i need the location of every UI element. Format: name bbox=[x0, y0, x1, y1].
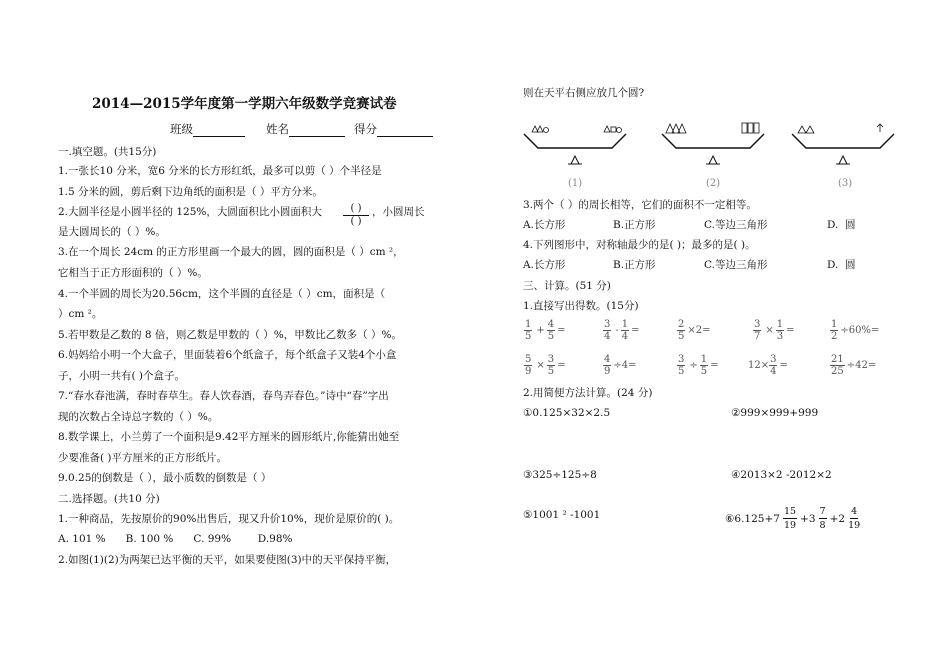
name-field: 姓名 bbox=[266, 121, 345, 137]
balance-scale-3 bbox=[788, 120, 898, 170]
calc-item-r2-3: $\frac{3}{5}$ ÷ $\frac{1}{5}$ = bbox=[678, 354, 719, 377]
question-line: 则在天平右侧应放几个圆? bbox=[523, 87, 645, 99]
calc-problem-6: ⑥6.125+7 15 19 +3 7 8 +2 4 19 bbox=[725, 506, 861, 531]
option-d: D. 圆 bbox=[827, 219, 856, 231]
calc-problem-2: ②999×999+999 bbox=[731, 407, 819, 419]
question-line: 现的次数占全诗总字数的（ ）%。 bbox=[58, 411, 219, 423]
class-field: 班级 bbox=[170, 121, 245, 137]
question-line: 3.在一个周长 24cm 的正方形里画一个最大的圆，圆的面积是（ ）cm ²， bbox=[58, 246, 404, 258]
score-field: 得分 bbox=[354, 121, 433, 137]
question-line: 2.如图(1)(2)为两架已达平衡的天平，如果要使图(3)中的天平保持平衡， bbox=[58, 554, 397, 566]
choice-options: A. 101 % B. 100 % C. 99% D.98% bbox=[58, 533, 293, 545]
figure-caption: (3) bbox=[838, 178, 853, 189]
figure-caption: (1) bbox=[568, 178, 583, 189]
calc-problem-4: ④2013×2 -2012×2 bbox=[731, 469, 832, 481]
question-line: 3.两个（ ）的周长相等，它们的面积不一定相等。 bbox=[523, 199, 757, 211]
question-line: 4.一个半圆的周长为20.56cm，这个半圆的直径是（ ）cm，面积是（ bbox=[58, 288, 386, 300]
sub-heading: 1.直接写出得数。(15分) bbox=[523, 300, 639, 312]
calc-item-r2-4: 12× $\frac{3}{4}$ = bbox=[748, 354, 788, 377]
section-heading-fill: 一.填空题。(共15分) bbox=[58, 146, 157, 158]
calc-item-r1-1: 1 5 + $\frac{4}{5}$ = bbox=[525, 319, 566, 342]
question-line: 1.一张长10 分米，宽6 分米的长方形红纸，最多可以剪（ ）个半径是 bbox=[58, 165, 382, 177]
calc-problem-5: ⑤1001 ² -1001 bbox=[523, 509, 601, 521]
option-a: A.长方形 bbox=[523, 219, 566, 231]
option-b: B.正方形 bbox=[613, 219, 656, 231]
balance-scale-1 bbox=[520, 120, 630, 170]
question-line: 5.若甲数是乙数的 8 倍，则乙数是甲数的（ ）%，甲数比乙数多（ ）%。 bbox=[58, 329, 403, 341]
question-line: 2.大圆半径是小圆半径的 125%，大圆面积比小圆面积大 bbox=[58, 206, 322, 218]
calc-item-r2-2: $\frac{4}{9}$ ÷4= bbox=[604, 354, 637, 377]
balance-scale-2 bbox=[658, 120, 768, 170]
calc-item-r1-3: $\frac{2}{5}$ ×2= bbox=[678, 319, 711, 342]
calc-item-r2-1: $\frac{5}{9}$ × $\frac{3}{5}$ = bbox=[525, 354, 566, 377]
sub-heading: 2.用简便方法计算。(24 分) bbox=[523, 387, 653, 399]
calc-problem-1: ①0.125×32×2.5 bbox=[523, 407, 611, 419]
calc-item-r2-5: $\frac{21}{25}$ ÷42= bbox=[831, 354, 877, 377]
question-line: 它相当于正方形面积的（ ）%。 bbox=[58, 267, 208, 279]
option-c: C.等边三角形 bbox=[704, 259, 768, 271]
option-b: B.正方形 bbox=[613, 259, 656, 271]
question-line: 9.0.25的倒数是（ ），最小质数的倒数是（ ） bbox=[58, 472, 272, 484]
question-line: 是大圆周长的（ ）%。 bbox=[58, 226, 166, 238]
option-a: A.长方形 bbox=[523, 259, 566, 271]
calc-item-r1-5: $\frac{1}{2}$ ÷60%= bbox=[831, 319, 880, 342]
question-line: 4.下列图形中，对称轴最少的是( )；最多的是( )。 bbox=[523, 239, 756, 251]
question-line: 少要准备( )平方厘米的正方形纸片。 bbox=[58, 452, 228, 464]
question-line: 子，小明一共有( )个盒子。 bbox=[58, 370, 186, 382]
blank-fraction: ( ) ( ) bbox=[343, 203, 369, 228]
calc-item-r1-4: $\frac{3}{7}$ × $\frac{1}{3}$ = bbox=[754, 319, 795, 342]
question-line: 1.一种商品，先按原价的90%出售后，现又升价10%，现价是原价的( )。 bbox=[58, 513, 400, 525]
figure-caption: (2) bbox=[706, 178, 721, 189]
option-c: C.等边三角形 bbox=[704, 219, 768, 231]
question-line: 8.数学课上，小兰剪了一个面积是9.42平方厘米的圆形纸片,你能猜出她至 bbox=[58, 431, 400, 443]
option-d: D. 圆 bbox=[827, 259, 856, 271]
calc-problem-3: ③325÷125÷8 bbox=[523, 469, 597, 481]
section-heading-calc: 三、计算。(51 分) bbox=[523, 280, 611, 292]
section-heading-choice: 二.选择题。(共10 分) bbox=[58, 493, 160, 505]
question-line: ）cm ²。 bbox=[58, 308, 103, 320]
question-line: ，小圆周长 bbox=[372, 206, 425, 218]
exam-title: 2014—2015学年度第一学期六年级数学竞赛试卷 bbox=[92, 96, 397, 112]
question-line: 6.妈妈给小明一个大盒子，里面装着6个纸盒子，每个纸盒子又装4个小盒 bbox=[58, 349, 397, 361]
question-line: 7.“春水春池满，春时春草生。春人饮春酒，春鸟弄春色。”诗中“春”字出 bbox=[58, 390, 389, 402]
calc-item-r1-2: 3 4 - $\frac{1}{4}$ = bbox=[604, 319, 640, 342]
question-line: 1.5 分米的圆，剪后剩下边角纸的面积是（ ）平方分米。 bbox=[58, 186, 323, 198]
